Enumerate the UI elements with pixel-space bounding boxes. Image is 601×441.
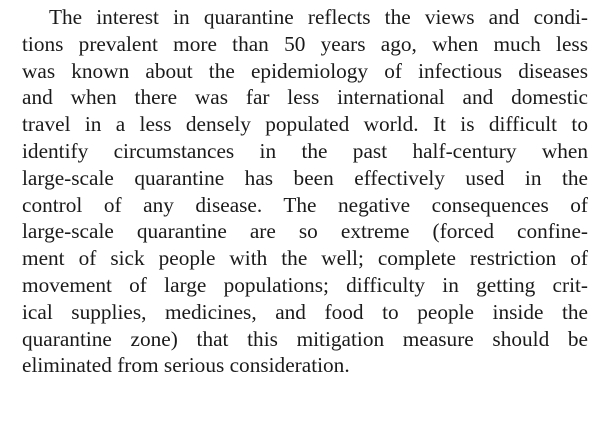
paragraph-line: was known about the epidemiology of infectious diseases [22,58,588,83]
document-page [22,4,588,379]
paragraph-line: ical supplies, medicines, and food to people inside the [22,299,588,324]
paragraph-line: control of any disease. The negative consequences of [22,192,588,217]
paragraph [22,4,588,379]
paragraph-line: travel in a less densely populated world. It is difficult to [22,112,588,137]
paragraph-line: quarantine zone) that this mitigation measure should be [22,326,588,351]
paragraph-line: movement of large populations; difficulty in getting crit- [22,272,588,297]
paragraph-line: large-scale quarantine has been effectively used in the [22,165,588,190]
paragraph-line: and when there was far less international and domestic [22,85,588,110]
paragraph-line: eliminated from serious consideration. [22,353,350,378]
paragraph-line: tions prevalent more than 50 years ago, when much less [22,31,588,56]
paragraph-line: identify circumstances in the past half-century when [22,138,588,163]
paragraph-line: large-scale quarantine are so extreme (forced confine- [22,219,588,244]
paragraph-line: ment of sick people with the well; complete restriction of [22,246,588,271]
paragraph-line: The interest in quarantine reflects the views and condi- [49,5,588,29]
